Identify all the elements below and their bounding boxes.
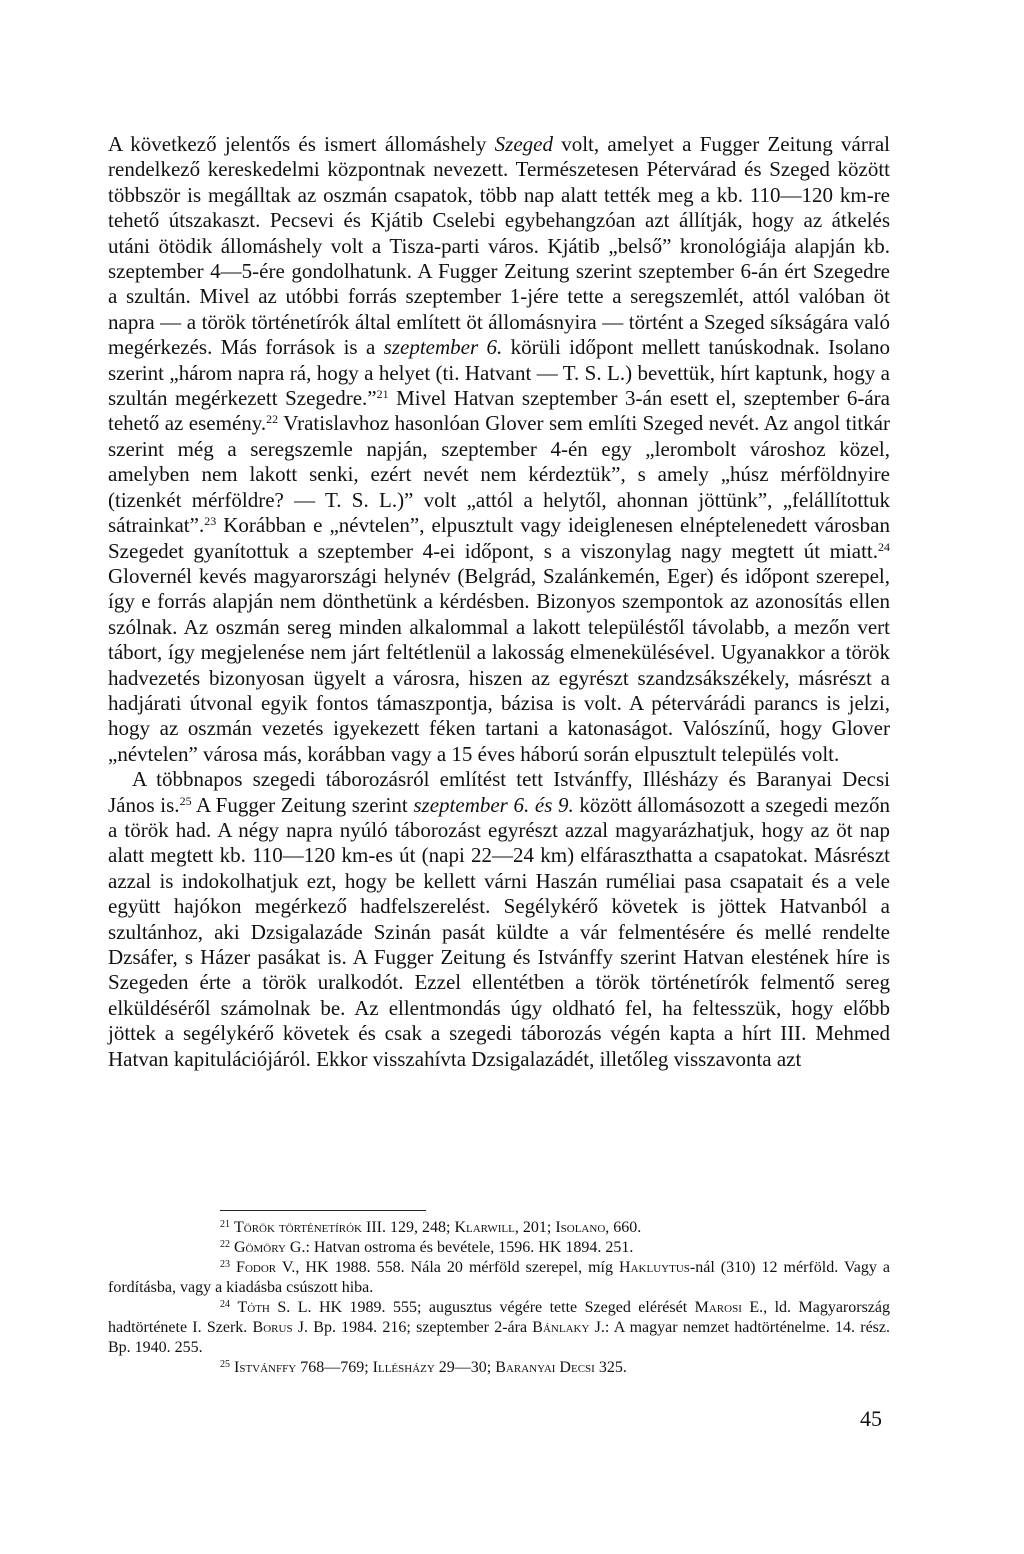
footnotes <box>108 1218 890 1378</box>
paragraph-2: A többnapos szegedi táborozásról említést tett Istvánffy, Illésházy és Baranyai Decsi János is.$^{25}$ A Fugger Zeitung szerint szeptember 6. és 9. között állomásozott a szegedi mezőn a török had. A négy napra nyúló táborozást egyrészt azzal magyarázhatjuk, hogy az öt nap alatt megtett kb. 110—120 km-es út (napi 22—24 km) elfáraszthatta a csapatokat. Másrészt azzal is indokolhatjuk ezt, hogy be kellett várni Haszán ruméliai pasa csapatait és a vele együtt hajókon megérkező hadfelszerelést. Segélykérő követek is jöttek Hatvanból a szultánhoz, aki Dzsigalazáde Szinán pasát küldte a vár felmentésére és mellé rendelte Dzsáfer, s Házer pasákat is. A Fugger Zeitung és Istvánffy szerint Hatvan elestének híre is Szegeden érte a török uralkodót. Ezzel ellentétben a török történetírók felmentő sereg elküldéséről számolnak be. Az ellentmondás úgy oldható fel, ha feltesszük, hogy előbb jöttek a segélykérő követek és csak a szegedi táborozás végén kapta a hírt III. Mehmed Hatvan kapitulációjáról. Ekkor visszahívta Dzsigalazádét, illetőleg visszavonta azt <box>108 767 890 1071</box>
footnote-ref-25[interactable]: 25 <box>179 793 192 808</box>
footnote-ref-21[interactable]: 21 <box>376 387 389 402</box>
italic-szeged: Szeged <box>494 132 553 156</box>
paragraph-1: A következő jelentős és ismert állomáshely Szeged volt, amelyet a Fugger Zeitung várral rendelkező kereskedelmi központnak nevezett. Természetesen Pétervárad és Szeged között többször is megálltak az oszmán csapatok, több nap alatt tették meg a kb. 110—120 km-re tehető útszakaszt. Pecsevi és Kjátib Cselebi egybehangzóan azt állítják, hogy az átkelés utáni ötödik állomáshely volt a Tisza-parti város. Kjátib „belső” kronológiája alapján kb. szeptember 4—5-ére gondolhatunk. A Fugger Zeitung szerint szeptember 6-án ért Szegedre a szultán. Mivel az utóbbi forrás szeptember 1-jére tette a seregszemlét, attól valóban öt napra — a török történetírók által említett öt állomásnyira — történt a Szeged síkságára való megérkezés. Más források is a szeptember 6. körüli időpont mellett tanúskodnak. Isolano szerint „három napra rá, hogy a helyet (ti. Hatvant — T. S. L.) bevettük, hírt kaptunk, hogy a szultán megérkezett Szegedre.”$^{21}$ Mivel Hatvan szeptember 3-án esett el, szeptember 6-ára tehető az esemény.$^{22}$ Vratislavhoz hasonlóan Glover sem említi Szeged nevét. Az angol titkár szerint még a seregszemle napján, szeptember 4-én egy „lerombolt városhoz közel, amelyben nem lakott senki, ezért nevét nem kérdeztük”, s amely „húsz mérföldnyire (tizenkét mérföldre? — T. S. L.)” volt „attól a helytől, ahonnan jöttünk”, „felállítottuk sátrainkat”.$^{23}$ Korábban e „névtelen”, elpusztult vagy ideiglenesen elnéptelenedett városban Szegedet gyanítottuk a szeptember 4-ei időpont, s a viszonylag nagy megtett út miatt.$^{24}$ Glovernél kevés magyarországi helynév (Belgrád, Szalánkemén, Eger) és időpont szerepel, így e forrás alapján nem dönthetünk a kérdésben. Bizonyos szempontok az azonosítás ellen szólnak. Az oszmán sereg minden alkalommal a lakott településtől távolabb, a mezőn vert tábort, így megjelenése nem járt feltétlenül a lakosság elmenekülésével. Ugyanakkor a török hadvezetés bizonyosan ügyelt a városra, hiszen az egyrészt szandzsákszékely, másrészt a hadjárati útvonal egyik fontos támaszpontja, bázisa is volt. A pétervárádi parancs is jelzi, hogy az oszmán vezetés igyekezett féken tartani a katonaságot. Valószínű, hogy Glover „névtelen” városa más, korábban vagy a 15 éves háború során elpusztult település volt. <box>108 132 891 766</box>
footnote-divider <box>220 1210 426 1211</box>
body-text <box>108 132 890 1072</box>
page-number: 45 <box>860 1406 882 1431</box>
footnote-25: $^{25}$ Istvánffy 768—769; Illésházy 29—30; Baranyai Decsi 325. <box>220 1359 627 1376</box>
footnote-ref-24[interactable]: 24 <box>878 539 890 554</box>
footnote-ref-22[interactable]: 22 <box>266 412 279 427</box>
footnote-23: $^{23}$ Fodor V., HK 1988. 558. Nála 20 mérföld szerepel, míg Hakluytus-nál (310) 12 mérföld. Vagy a fordításba, vagy a kiadásba csúszott hiba. <box>108 1259 890 1296</box>
italic-date-range: szeptember 6. és 9. <box>413 792 574 817</box>
footnote-24: $^{24}$ Tóth S. L. HK 1989. 555; augusztus végére tette Szeged elérését Marosi E., ld. Magyarország hadtörténete I. Szerk. Borus J. Bp. 1984. 216; szeptember 2-ára Bánlaky J.: A magyar nemzet hadtörténelme. 14. rész. Bp. 1940. 255. <box>108 1299 891 1356</box>
footnote-21: $^{21}$ Török történetírók III. 129, 248; Klarwill, 201; Isolano, 660. <box>220 1219 642 1236</box>
italic-date: szeptember 6. <box>383 335 503 360</box>
footnote-22: $^{22}$ Gömöry G.: Hatvan ostroma és bevétele, 1596. HK 1894. 251. <box>220 1239 634 1256</box>
footnote-ref-23[interactable]: 23 <box>204 514 217 529</box>
